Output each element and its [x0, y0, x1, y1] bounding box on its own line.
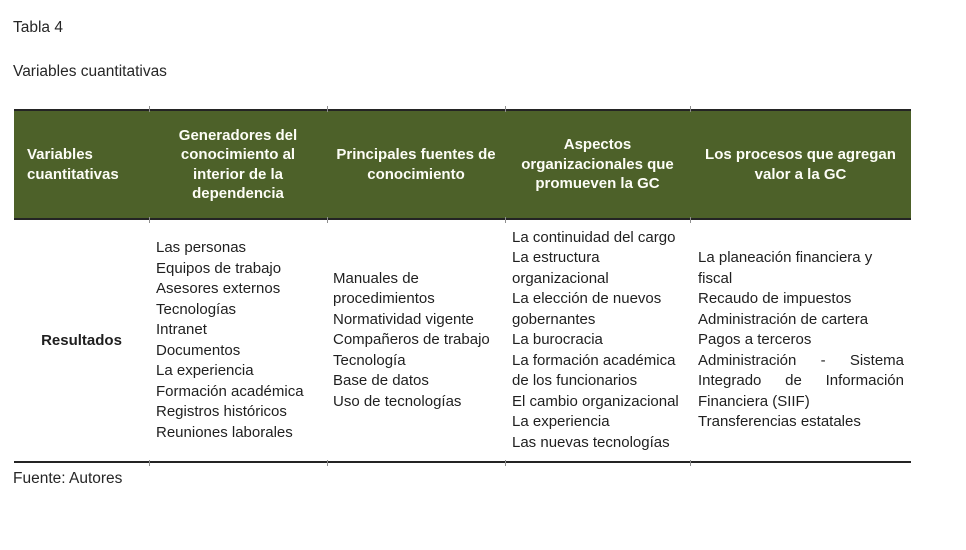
border-tick — [505, 106, 506, 112]
text-line: conocimiento — [367, 165, 465, 183]
word: Información — [825, 372, 904, 390]
border-tick — [690, 106, 691, 112]
text-line: Las personas — [156, 239, 247, 256]
text-line: gobernantes — [512, 310, 596, 328]
text-line: dependencia — [192, 185, 284, 202]
text-line: Formación académica — [156, 382, 304, 400]
border-tick — [327, 106, 328, 112]
text-line: La experiencia — [156, 362, 254, 379]
text-line: Uso de tecnologías — [333, 392, 462, 410]
cell-procesos — [690, 220, 911, 461]
text-line: Principales fuentes de — [336, 146, 496, 163]
text-line: Base de datos — [333, 372, 429, 390]
text-line: Aspectos — [563, 136, 632, 154]
row-label-resultados: Resultados — [41, 332, 122, 349]
table-body-row — [14, 220, 911, 461]
header-generadores-del-conocimiento — [149, 111, 327, 218]
word: - — [820, 351, 826, 369]
border-tick — [505, 460, 506, 466]
text-line: Los procesos que agregan — [705, 146, 896, 163]
text-line: Administración de cartera — [698, 310, 869, 328]
text-line: interior de la — [192, 165, 284, 183]
text-line: La estructura — [512, 249, 600, 267]
word: Administración — [698, 351, 797, 369]
header-aspectos-organizacionales — [505, 111, 690, 218]
word: Sistema — [849, 351, 904, 369]
text-line: Las nuevas tecnologías — [512, 433, 670, 451]
border-tick — [149, 106, 150, 112]
text-line: Pagos a terceros — [698, 331, 812, 349]
table-header-row — [14, 111, 911, 220]
text-line: Reuniones laborales — [156, 423, 293, 441]
border-tick — [505, 217, 506, 223]
text-line: Tecnología — [333, 351, 406, 369]
text-line: Documentos — [156, 341, 241, 359]
text-line — [698, 371, 904, 392]
border-tick — [149, 217, 150, 223]
source-note: Fuente: Autores — [13, 470, 123, 487]
header-principales-fuentes — [327, 111, 505, 218]
table-title: Variables cuantitativas — [13, 63, 167, 80]
text-line: La formación académica — [512, 351, 676, 369]
text-line: El cambio organizacional — [512, 392, 679, 410]
text-line: La continuidad del cargo — [512, 228, 676, 246]
text-line: La elección de nuevos — [512, 290, 662, 308]
text-line: organizacional — [512, 269, 609, 287]
cell-generadores — [149, 220, 327, 461]
text-line: conocimiento al — [180, 146, 296, 163]
text-line: La experiencia — [512, 413, 610, 431]
border-tick — [690, 460, 691, 466]
text-line: Equipos de trabajo — [156, 259, 282, 277]
header-variables-cuantitativas — [14, 111, 149, 218]
text-line: fiscal — [698, 269, 733, 287]
cell-fuentes — [327, 220, 505, 461]
text-line: Normatividad vigente — [333, 310, 474, 328]
word: Integrado — [698, 372, 762, 390]
text-line: Asesores externos — [156, 280, 281, 297]
text-line: Financiera (SIIF) — [698, 392, 810, 410]
text-line: organizacionales que — [521, 155, 674, 173]
cell-aspectos — [505, 220, 690, 461]
text-line: de los funcionarios — [512, 372, 638, 390]
text-line: Variables — [27, 146, 93, 163]
word: de — [785, 372, 802, 390]
text-line: Generadores del — [178, 126, 298, 144]
text-line: cuantitativas — [27, 165, 119, 183]
text-line: Registros históricos — [156, 403, 287, 420]
text-line: Transferencias estatales — [698, 413, 861, 431]
text-line: Recaudo de impuestos — [698, 290, 852, 308]
text-line: procedimientos — [333, 290, 435, 308]
text-line: Intranet — [156, 321, 207, 338]
text-line: Compañeros de trabajo — [333, 331, 490, 349]
text-line: Manuales de — [333, 269, 419, 287]
text-line: La burocracia — [512, 331, 603, 349]
text-line: promueven la GC — [535, 175, 660, 193]
text-line: valor a la GC — [754, 165, 847, 183]
header-procesos-agregan-valor — [690, 111, 911, 218]
border-tick — [327, 460, 328, 466]
table-label: Tabla 4 — [13, 19, 63, 36]
text-line: Tecnologías — [156, 300, 237, 318]
data-table — [14, 109, 911, 463]
border-tick — [690, 217, 691, 223]
text-line — [698, 351, 904, 372]
border-tick — [149, 460, 150, 466]
border-tick — [327, 217, 328, 223]
text-line: La planeación financiera y — [698, 249, 873, 267]
